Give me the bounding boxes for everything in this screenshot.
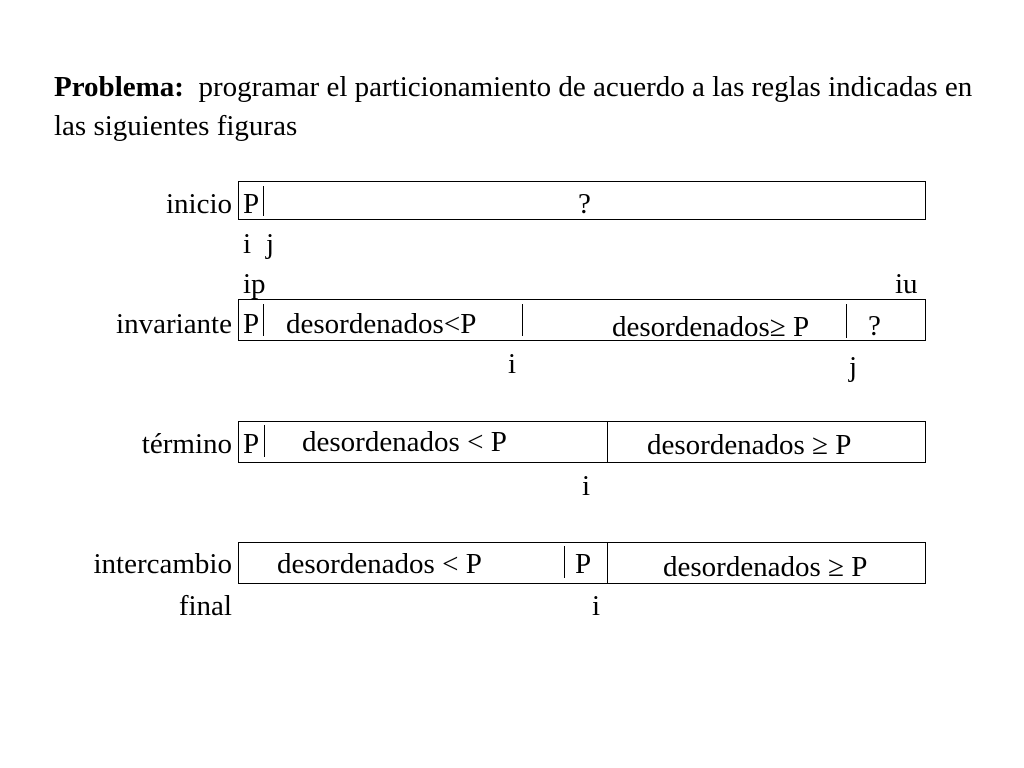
pivot-separator-intercambio <box>564 546 565 578</box>
index-j-inicio: j <box>266 228 275 260</box>
partition-divider-termino <box>607 421 608 463</box>
problem-text: programar el particionamiento de acuerdo a las reglas indicadas en las siguientes figuras <box>54 71 973 142</box>
less-region-intercambio: desordenados < P <box>277 548 482 580</box>
geq-separator-invariante <box>846 304 847 338</box>
partition-divider-intercambio <box>607 542 608 584</box>
index-i-invariante: i <box>508 348 517 380</box>
geq-region-termino: desordenados ≥ P <box>647 429 852 461</box>
pivot-inicio: P <box>243 188 260 220</box>
geq-region-intercambio: desordenados ≥ P <box>663 551 868 583</box>
less-region-termino: desordenados < P <box>302 426 507 458</box>
pivot-intercambio: P <box>575 548 592 580</box>
pivot-separator-invariante <box>263 304 264 336</box>
index-i-intercambio: i <box>592 590 601 622</box>
problem-statement <box>54 68 984 146</box>
index-iu: iu <box>895 268 918 300</box>
geq-region-invariante: desordenados≥ P <box>612 311 810 343</box>
less-separator-invariante <box>522 304 523 336</box>
index-ip: ip <box>243 268 266 300</box>
problem-heading: Problema: <box>54 71 184 103</box>
index-i-inicio: i <box>243 228 252 260</box>
pivot-separator-inicio <box>263 186 264 216</box>
pivot-termino: P <box>243 428 260 460</box>
pivot-invariante: P <box>243 308 260 340</box>
label-termino: término <box>141 428 232 460</box>
label-final: final <box>178 590 232 622</box>
label-invariante: invariante <box>116 308 232 340</box>
unknown-invariante: ? <box>868 310 881 342</box>
pivot-separator-termino <box>264 425 265 457</box>
label-intercambio: intercambio <box>93 548 232 580</box>
index-i-termino: i <box>582 470 591 502</box>
index-j-invariante: j <box>849 351 858 383</box>
unknown-inicio: ? <box>578 188 591 220</box>
label-inicio: inicio <box>165 188 232 220</box>
less-region-invariante: desordenados<P <box>286 308 477 340</box>
